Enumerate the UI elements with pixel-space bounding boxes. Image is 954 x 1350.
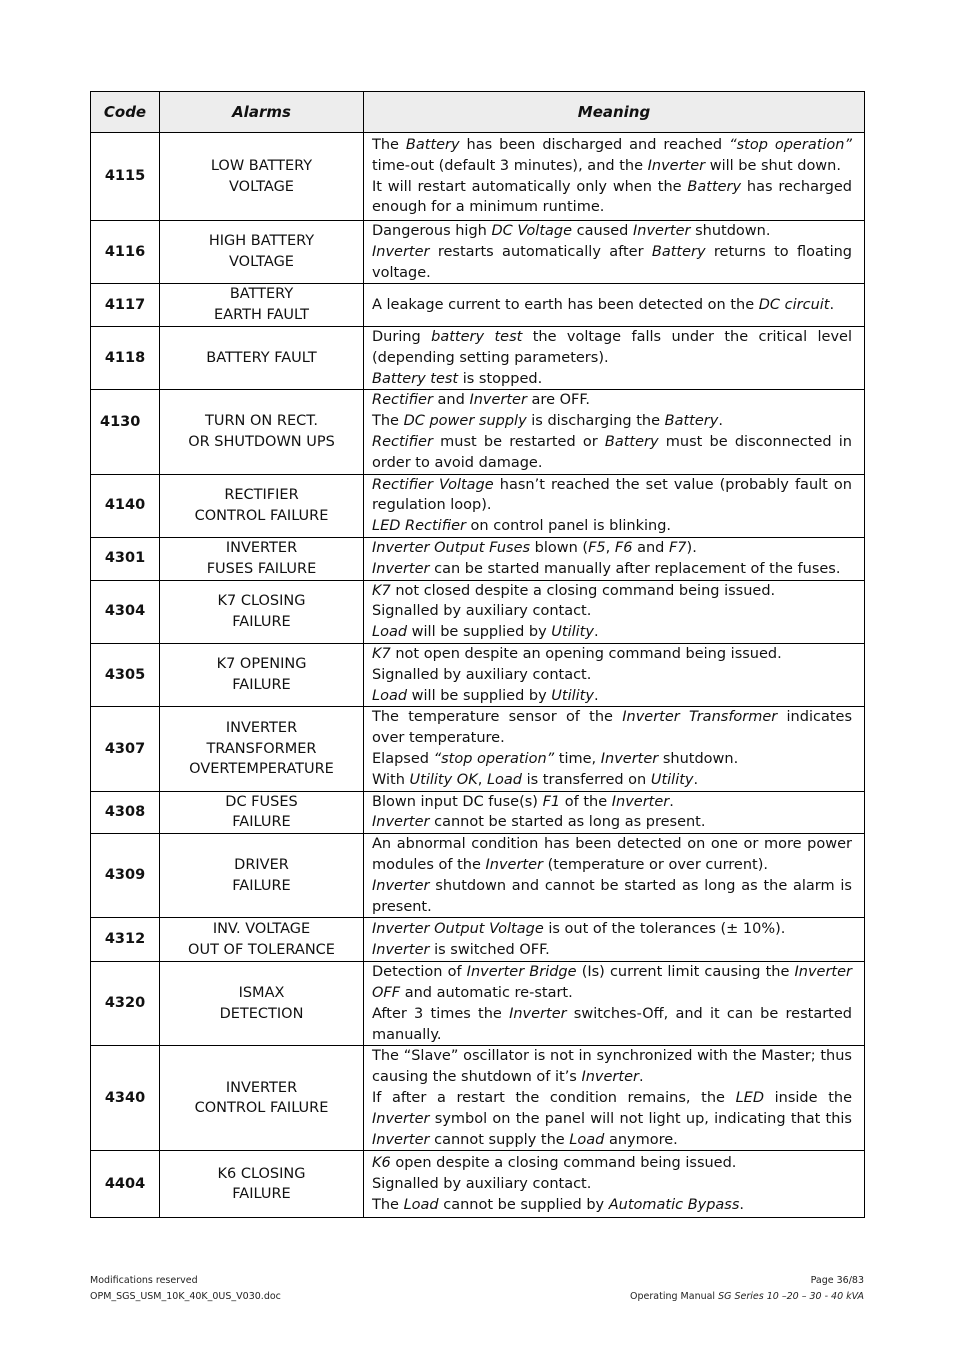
meaning-text: inside the bbox=[764, 1090, 852, 1107]
footer-right bbox=[630, 1273, 864, 1305]
alarm-meaning bbox=[364, 1151, 865, 1218]
meaning-paragraph bbox=[372, 622, 852, 643]
alarm-name-line: INVERTER bbox=[225, 1079, 298, 1096]
meaning-term: Battery test bbox=[372, 370, 459, 387]
meaning-text: is switched OFF. bbox=[429, 941, 550, 958]
alarm-name-line: FUSES FAILURE bbox=[206, 560, 317, 577]
alarm-name bbox=[160, 284, 364, 327]
meaning-paragraph bbox=[372, 538, 852, 559]
meaning-term: Inverter bbox=[372, 877, 430, 894]
meaning-term: Inverter bbox=[372, 1131, 430, 1148]
meaning-paragraph bbox=[372, 707, 852, 749]
alarm-name-line: INVERTER bbox=[225, 719, 298, 736]
header-meaning: Meaning bbox=[364, 92, 865, 133]
meaning-term: Load bbox=[372, 687, 408, 704]
meaning-text: and automatic re-start. bbox=[400, 985, 573, 1002]
table-row bbox=[91, 918, 865, 962]
meaning-text: . bbox=[829, 296, 835, 313]
meaning-paragraph bbox=[372, 242, 852, 284]
meaning-paragraph bbox=[372, 644, 852, 665]
alarm-name-line: FAILURE bbox=[232, 677, 291, 694]
meaning-term: Utility bbox=[551, 687, 594, 704]
meaning-paragraph bbox=[372, 665, 852, 686]
meaning-text: restarts automatically after bbox=[429, 243, 652, 260]
meaning-paragraph bbox=[372, 221, 852, 242]
meaning-text: The bbox=[372, 136, 406, 153]
meaning-term: LED bbox=[735, 1090, 764, 1107]
meaning-term: Inverter Transformer bbox=[622, 709, 778, 726]
alarm-meaning bbox=[364, 962, 865, 1046]
table-row bbox=[91, 580, 865, 643]
meaning-term: F7 bbox=[668, 539, 687, 556]
meaning-text: The temperature sensor of the bbox=[372, 709, 623, 726]
meaning-paragraph bbox=[372, 135, 852, 177]
alarm-name bbox=[160, 962, 364, 1046]
table-row bbox=[91, 221, 865, 284]
alarm-name bbox=[160, 1046, 364, 1151]
meaning-term: F6 bbox=[614, 539, 633, 556]
meaning-term: K7 bbox=[372, 645, 391, 662]
meaning-text: and bbox=[432, 392, 470, 409]
alarm-meaning bbox=[364, 791, 865, 834]
meaning-text: . bbox=[718, 413, 723, 430]
footer-left bbox=[90, 1273, 281, 1305]
meaning-text: can be started manually after replacement of the fuses. bbox=[429, 560, 841, 577]
alarm-meaning bbox=[364, 834, 865, 918]
meaning-term: Inverter bbox=[372, 1110, 430, 1127]
alarm-name-line: K6 CLOSING bbox=[217, 1165, 306, 1182]
meaning-paragraph bbox=[372, 792, 852, 813]
meaning-term: Inverter bbox=[469, 392, 527, 409]
meaning-paragraph bbox=[372, 770, 852, 791]
header-alarms: Alarms bbox=[160, 92, 364, 133]
table-row bbox=[91, 962, 865, 1046]
meaning-term: Inverter bbox=[633, 223, 691, 239]
alarm-name-line: OR SHUTDOWN UPS bbox=[188, 433, 335, 450]
meaning-paragraph bbox=[372, 432, 852, 474]
alarm-name bbox=[160, 791, 364, 834]
table-row bbox=[91, 474, 865, 537]
meaning-text: Detection of bbox=[372, 964, 467, 981]
alarm-name-line: CONTROL FAILURE bbox=[194, 1100, 329, 1117]
meaning-text: During bbox=[372, 328, 432, 345]
meaning-text: Signalled by auxiliary contact. bbox=[372, 666, 592, 683]
meaning-text: the voltage falls under the critical level (depending setting parameters). bbox=[372, 328, 852, 366]
alarm-code: 4305 bbox=[91, 643, 160, 706]
alarm-name bbox=[160, 326, 364, 389]
meaning-paragraph bbox=[372, 749, 852, 770]
meaning-term: Inverter bbox=[611, 793, 670, 810]
alarm-name-line: RECTIFIER bbox=[224, 486, 299, 503]
meaning-paragraph bbox=[372, 1195, 852, 1216]
meaning-term: F1 bbox=[542, 793, 561, 810]
meaning-text: anymore. bbox=[604, 1131, 678, 1148]
meaning-text: time, bbox=[554, 750, 601, 767]
alarm-name-line: EARTH FAULT bbox=[214, 307, 309, 324]
meaning-text: cannot be supplied by bbox=[438, 1196, 609, 1213]
meaning-text: open despite a closing command being issued. bbox=[390, 1155, 737, 1172]
meaning-term: K7 bbox=[372, 582, 391, 599]
meaning-text: caused bbox=[572, 223, 633, 239]
alarm-name bbox=[160, 474, 364, 537]
alarm-code: 4116 bbox=[91, 221, 160, 284]
meaning-text: ). bbox=[686, 539, 697, 556]
meaning-term: Inverter bbox=[372, 560, 430, 577]
meaning-term: battery test bbox=[431, 328, 523, 345]
meaning-text: not closed despite a closing command being issued. bbox=[390, 582, 776, 599]
meaning-term: Inverter bbox=[372, 814, 430, 831]
meaning-term: Battery bbox=[664, 413, 719, 430]
meaning-paragraph bbox=[372, 834, 852, 876]
table-row bbox=[91, 1151, 865, 1218]
alarm-meaning bbox=[364, 474, 865, 537]
footer-page-number: Page 36/83 bbox=[810, 1275, 864, 1286]
meaning-text: shutdown. bbox=[690, 223, 771, 239]
meaning-term: Inverter Bridge bbox=[466, 964, 577, 981]
alarm-name-line: FAILURE bbox=[232, 1186, 291, 1203]
meaning-text: (Is) current limit causing the bbox=[576, 964, 795, 981]
meaning-term: DC power supply bbox=[403, 413, 527, 430]
alarm-code: 4312 bbox=[91, 918, 160, 962]
alarm-meaning bbox=[364, 707, 865, 791]
meaning-term: Load bbox=[569, 1131, 605, 1148]
alarm-name-line: ISMAX bbox=[238, 985, 285, 1002]
meaning-paragraph bbox=[372, 919, 852, 940]
meaning-paragraph bbox=[372, 327, 852, 369]
alarm-name-line: TURN ON RECT. bbox=[205, 413, 318, 430]
meaning-paragraph bbox=[372, 686, 852, 707]
meaning-text: time-out (default 3 minutes), and the bbox=[372, 157, 648, 174]
meaning-text: , bbox=[477, 771, 487, 788]
alarm-name-line: BATTERY bbox=[229, 286, 294, 303]
meaning-term: Inverter bbox=[485, 856, 543, 873]
meaning-text: Signalled by auxiliary contact. bbox=[372, 1176, 592, 1193]
alarm-name-line: K7 CLOSING bbox=[217, 592, 306, 609]
table-body bbox=[91, 133, 865, 1218]
alarm-code: 4115 bbox=[91, 133, 160, 221]
meaning-text: is transferred on bbox=[522, 771, 651, 788]
alarm-code: 4301 bbox=[91, 537, 160, 580]
alarm-name bbox=[160, 707, 364, 791]
alarm-name-line: VOLTAGE bbox=[229, 254, 294, 271]
meaning-term: Inverter Output Voltage bbox=[372, 921, 544, 937]
alarm-name-line: FAILURE bbox=[232, 877, 291, 894]
alarm-meaning bbox=[364, 133, 865, 221]
table-row bbox=[91, 707, 865, 791]
meaning-paragraph bbox=[372, 475, 852, 517]
meaning-paragraph bbox=[372, 876, 852, 918]
meaning-text: . bbox=[669, 793, 674, 810]
meaning-text: A leakage current to earth has been detected on the bbox=[372, 296, 759, 313]
alarm-code: 4404 bbox=[91, 1151, 160, 1218]
alarm-meaning bbox=[364, 580, 865, 643]
meaning-text: has been discharged and reached bbox=[459, 136, 730, 153]
alarm-name-line: BATTERY FAULT bbox=[206, 349, 317, 366]
meaning-term: DC Voltage bbox=[491, 223, 573, 239]
meaning-term: Load bbox=[403, 1196, 439, 1213]
meaning-term: Inverter bbox=[581, 1069, 639, 1086]
table-row bbox=[91, 390, 865, 474]
alarm-code: 4309 bbox=[91, 834, 160, 918]
meaning-term: “stop operation” bbox=[729, 136, 852, 153]
meaning-term: Rectifier bbox=[372, 392, 433, 409]
meaning-paragraph bbox=[372, 1153, 852, 1174]
meaning-paragraph bbox=[372, 177, 852, 219]
table-row bbox=[91, 791, 865, 834]
alarm-code: 4320 bbox=[91, 962, 160, 1046]
meaning-text: returns to floating voltage. bbox=[372, 243, 852, 281]
table-row bbox=[91, 643, 865, 706]
meaning-term: Inverter OFF bbox=[372, 964, 852, 1002]
meaning-text: blown ( bbox=[530, 539, 589, 556]
alarm-code: 4140 bbox=[91, 474, 160, 537]
alarm-name bbox=[160, 1151, 364, 1218]
meaning-text: indicates over temperature. bbox=[372, 709, 852, 747]
meaning-term: Battery bbox=[651, 243, 706, 260]
meaning-paragraph bbox=[372, 1046, 852, 1088]
meaning-text: If after a restart the condition remains, the bbox=[372, 1090, 736, 1107]
table-header-row bbox=[91, 92, 865, 133]
meaning-term: “stop operation” bbox=[433, 750, 555, 767]
meaning-text: will be supplied by bbox=[407, 687, 552, 704]
footer-manual-title: Operating Manual SG Series 10 –20 – 30 - 40 kVA bbox=[630, 1291, 864, 1302]
meaning-term: Inverter Output Fuses bbox=[372, 539, 531, 556]
alarm-name bbox=[160, 918, 364, 962]
meaning-paragraph bbox=[372, 1088, 852, 1150]
alarm-name bbox=[160, 221, 364, 284]
meaning-term: Rectifier Voltage bbox=[372, 476, 494, 493]
alarm-meaning bbox=[364, 918, 865, 962]
meaning-text: (temperature or over current). bbox=[543, 856, 768, 873]
meaning-term: Utility OK bbox=[409, 771, 478, 788]
alarm-name-line: K7 OPENING bbox=[216, 656, 307, 673]
alarm-name-line: FAILURE bbox=[232, 814, 291, 831]
meaning-paragraph bbox=[372, 516, 852, 537]
meaning-text: , bbox=[605, 539, 615, 556]
alarm-name-line: FAILURE bbox=[232, 613, 291, 630]
alarm-meaning bbox=[364, 284, 865, 327]
alarm-name-line: HIGH BATTERY bbox=[208, 233, 315, 250]
alarm-code-table bbox=[90, 91, 865, 1218]
alarm-code: 4117 bbox=[91, 284, 160, 327]
alarm-name bbox=[160, 537, 364, 580]
meaning-paragraph bbox=[372, 1174, 852, 1195]
meaning-paragraph bbox=[372, 581, 852, 602]
alarm-code: 4130 bbox=[91, 390, 160, 474]
meaning-paragraph bbox=[372, 559, 852, 580]
meaning-term: F5 bbox=[588, 539, 606, 556]
meaning-term: Utility bbox=[650, 771, 694, 788]
meaning-text: shutdown. bbox=[658, 750, 739, 767]
meaning-text: on control panel is blinking. bbox=[465, 518, 672, 535]
meaning-text: must be disconnected in order to avoid damage. bbox=[372, 433, 852, 471]
meaning-text: hasn’t reached the set value (probably fault on regulation loop). bbox=[372, 476, 852, 514]
meaning-text: After 3 times the bbox=[372, 1005, 510, 1022]
meaning-paragraph bbox=[372, 295, 852, 316]
meaning-text: must be restarted or bbox=[432, 433, 605, 450]
meaning-term: Utility bbox=[551, 624, 594, 641]
meaning-paragraph bbox=[372, 411, 852, 432]
meaning-term: Inverter bbox=[600, 750, 659, 767]
meaning-term: Battery bbox=[405, 136, 460, 153]
meaning-text: With bbox=[372, 771, 410, 788]
header-code: Code bbox=[91, 92, 160, 133]
meaning-text: The bbox=[372, 1196, 404, 1213]
alarm-name bbox=[160, 643, 364, 706]
meaning-text: . bbox=[739, 1196, 745, 1213]
alarm-name-line: INV. VOLTAGE bbox=[212, 921, 311, 937]
meaning-text: is out of the tolerances (± 10%). bbox=[543, 921, 786, 937]
meaning-paragraph bbox=[372, 390, 852, 411]
meaning-text: It will restart automatically only when the bbox=[372, 178, 688, 195]
meaning-text: An abnormal condition has been detected on one or more power modules of the bbox=[372, 836, 852, 873]
meaning-text: Signalled by auxiliary contact. bbox=[372, 603, 592, 620]
alarm-meaning bbox=[364, 326, 865, 389]
meaning-text: Blown input DC fuse(s) bbox=[372, 793, 543, 810]
meaning-text: The bbox=[372, 413, 404, 430]
table-row bbox=[91, 537, 865, 580]
meaning-term: Battery bbox=[604, 433, 659, 450]
alarm-code: 4307 bbox=[91, 707, 160, 791]
alarm-code: 4340 bbox=[91, 1046, 160, 1151]
alarm-name-line: CONTROL FAILURE bbox=[194, 507, 329, 524]
alarm-meaning bbox=[364, 643, 865, 706]
meaning-text: cannot supply the bbox=[429, 1131, 570, 1148]
meaning-text: shutdown and cannot be started as long as the alarm is present. bbox=[372, 877, 852, 915]
alarm-meaning bbox=[364, 1046, 865, 1151]
meaning-term: Inverter bbox=[372, 941, 430, 958]
alarm-name-line: INVERTER bbox=[225, 539, 298, 556]
meaning-text: has recharged enough for a minimum runtime. bbox=[372, 178, 852, 216]
table-row bbox=[91, 834, 865, 918]
meaning-term: Automatic Bypass bbox=[608, 1196, 740, 1213]
alarm-meaning bbox=[364, 390, 865, 474]
alarm-name-line: LOW BATTERY bbox=[210, 157, 313, 174]
table-row bbox=[91, 284, 865, 327]
alarm-name bbox=[160, 133, 364, 221]
meaning-text: is stopped. bbox=[458, 370, 543, 387]
alarm-code: 4308 bbox=[91, 791, 160, 834]
alarm-name bbox=[160, 580, 364, 643]
meaning-text: Dangerous high bbox=[372, 223, 492, 239]
meaning-term: K6 bbox=[372, 1155, 391, 1172]
meaning-paragraph bbox=[372, 940, 852, 961]
meaning-paragraph bbox=[372, 812, 852, 833]
meaning-text: The “Slave” oscillator is not in synchronized with the Master; thus causing the shutdown of it’s bbox=[372, 1048, 852, 1086]
meaning-term: Inverter bbox=[647, 157, 706, 174]
alarm-meaning bbox=[364, 537, 865, 580]
meaning-paragraph bbox=[372, 369, 852, 390]
alarm-code: 4304 bbox=[91, 580, 160, 643]
alarm-name-line: DETECTION bbox=[219, 1005, 304, 1022]
meaning-text: . bbox=[593, 687, 599, 704]
table-row bbox=[91, 326, 865, 389]
alarm-code: 4118 bbox=[91, 326, 160, 389]
footer-doc-name: OPM_SGS_USM_10K_40K_0US_V030.doc bbox=[90, 1291, 281, 1302]
meaning-text: . bbox=[638, 1069, 644, 1086]
meaning-text: symbol on the panel will not light up, indicating that this bbox=[429, 1110, 852, 1127]
meaning-term: DC circuit bbox=[758, 296, 830, 313]
meaning-text: and bbox=[632, 539, 669, 556]
meaning-term: Battery bbox=[687, 178, 742, 195]
alarm-name-line: TRANSFORMER bbox=[206, 740, 317, 757]
alarm-name-line: OVERTEMPERATURE bbox=[189, 761, 334, 778]
meaning-text: Elapsed bbox=[372, 750, 434, 767]
meaning-term: Inverter bbox=[372, 243, 430, 260]
meaning-text: . bbox=[593, 624, 599, 641]
alarm-name-line: OUT OF TOLERANCE bbox=[188, 941, 335, 958]
alarm-name-line: VOLTAGE bbox=[229, 178, 294, 195]
table-row bbox=[91, 133, 865, 221]
meaning-term: Load bbox=[372, 624, 408, 641]
meaning-text: . bbox=[693, 771, 699, 788]
meaning-text: switches-Off, and it can be restarted manually. bbox=[372, 1005, 852, 1043]
alarm-name-line: DC FUSES bbox=[225, 793, 298, 810]
meaning-paragraph bbox=[372, 601, 852, 622]
meaning-term: Inverter bbox=[509, 1005, 567, 1022]
meaning-text: are OFF. bbox=[526, 392, 590, 409]
meaning-text: cannot be started as long as present. bbox=[429, 814, 706, 831]
meaning-text: will be supplied by bbox=[407, 624, 552, 641]
meaning-term: LED Rectifier bbox=[372, 518, 466, 535]
alarm-meaning bbox=[364, 221, 865, 284]
meaning-text: will be shut down. bbox=[705, 157, 841, 174]
meaning-text: of the bbox=[560, 793, 612, 810]
meaning-text: is discharging the bbox=[526, 413, 665, 430]
meaning-term: Load bbox=[486, 771, 522, 788]
alarm-name-line: DRIVER bbox=[234, 856, 289, 873]
meaning-text: not open despite an opening command being issued. bbox=[390, 645, 782, 662]
meaning-paragraph bbox=[372, 962, 852, 1004]
alarm-name bbox=[160, 390, 364, 474]
table-row bbox=[91, 1046, 865, 1151]
meaning-term: Rectifier bbox=[372, 433, 433, 450]
alarm-name bbox=[160, 834, 364, 918]
meaning-paragraph bbox=[372, 1004, 852, 1046]
footer-modifications: Modifications reserved bbox=[90, 1275, 198, 1286]
